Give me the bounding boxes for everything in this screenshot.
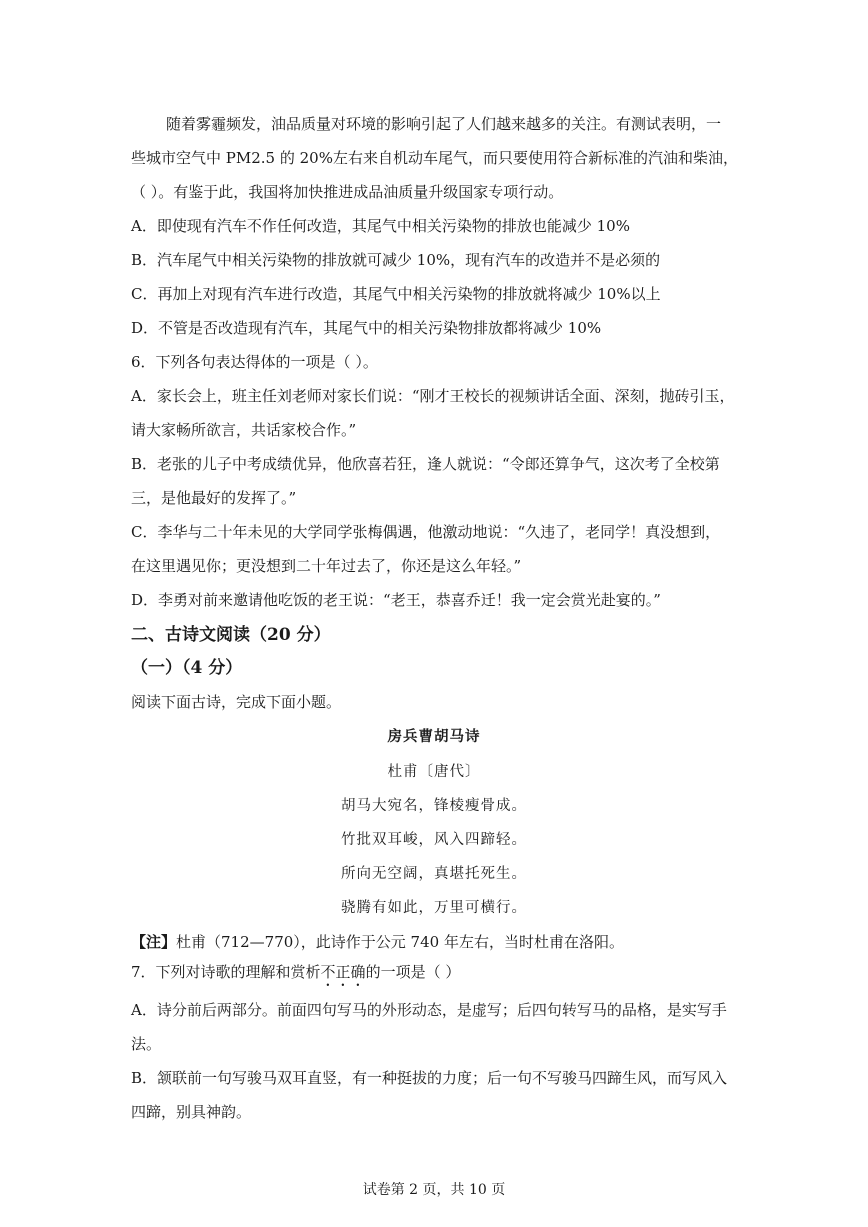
q7-option-b-line-1: B．颔联前一句写骏马双耳直竖，有一种挺拔的力度；后一句不写骏马四蹄生风，而写风入 xyxy=(131,1069,728,1087)
poem-line-4: 骁腾有如此，万里可横行。 xyxy=(341,900,527,916)
poem-author: 杜甫〔唐代〕 xyxy=(387,764,481,780)
q7-stem-emphasis: 不正确 xyxy=(320,963,366,981)
q5-option-c: C．再加上对现有汽车进行改造，其尾气中相关污染物的排放就将减少 10%以上 xyxy=(131,285,661,303)
q6-option-c-line-1: C．李华与二十年未见的大学同学张梅偶遇，他激动地说：“久违了，老同学！真没想到， xyxy=(131,523,721,541)
q6-option-d: D．李勇对前来邀请他吃饭的老王说：“老王，恭喜乔迁！我一定会赏光赴宴的。” xyxy=(131,591,661,609)
passage-line-3: （ ）。有鉴于此，我国将加快推进成品油质量升级国家专项行动。 xyxy=(131,183,564,201)
q5-option-b: B．汽车尾气中相关污染物的排放就可减少 10%，现有汽车的改造并不是必须的 xyxy=(131,251,661,269)
note-text: 杜甫（712—770），此诗作于公元 740 年左右，当时杜甫在洛阳。 xyxy=(176,933,624,951)
q7-option-a-line-2: 法。 xyxy=(131,1035,162,1053)
section-2-intro: 阅读下面古诗，完成下面小题。 xyxy=(131,693,342,711)
passage-line-2: 些城市空气中 PM2.5 的 20%左右来自机动车尾气，而只要使用符合新标准的汽油和柴油， xyxy=(131,149,738,167)
q7-option-a-line-1: A．诗分前后两部分。前面四句写马的外形动态，是虚写；后四句转写马的品格，是实写手 xyxy=(131,1001,727,1019)
q5-option-a: A．即使现有汽车不作任何改造，其尾气中相关污染物的排放也能减少 10% xyxy=(131,217,630,235)
q5-option-d: D．不管是否改造现有汽车，其尾气中的相关污染物排放都将减少 10% xyxy=(131,319,602,337)
q7-stem-end: 的一项是（ ） xyxy=(365,963,461,981)
q6-option-b-line-2: 三，是他最好的发挥了。” xyxy=(131,489,297,507)
page-footer: 试卷第 2 页，共 10 页 xyxy=(362,1182,506,1198)
q6-option-a-line-1: A．家长会上，班主任刘老师对家长们说：“刚才王校长的视频讲话全面、深刻，抛砖引玉， xyxy=(131,387,735,405)
poem-note xyxy=(131,932,624,952)
section-2-title: 二、古诗文阅读（20 分） xyxy=(131,625,331,645)
q6-option-a-line-2: 请大家畅所欲言，共话家校合作。” xyxy=(131,421,357,439)
note-tag: 【注】 xyxy=(131,933,177,951)
q6-option-c-line-2: 在这里遇见你；更没想到二十年过去了，你还是这么年轻。” xyxy=(131,557,522,575)
passage-line-1: 随着雾霾频发，油品质量对环境的影响引起了人们越来越多的关注。有测试表明，一 xyxy=(166,115,722,133)
poem-line-2: 竹批双耳峻，风入四蹄轻。 xyxy=(341,832,527,848)
q6-option-b-line-1: B．老张的儿子中考成绩优异，他欣喜若狂，逢人就说：“令郎还算争气，这次考了全校第 xyxy=(131,455,720,473)
poem-line-1: 胡马大宛名，锋棱瘦骨成。 xyxy=(341,798,527,814)
q7-option-b-line-2: 四蹄，别具神韵。 xyxy=(131,1103,252,1121)
q6-stem: 6．下列各句表达得体的一项是（ ）。 xyxy=(131,353,378,371)
poem-line-3: 所向无空阔，真堪托死生。 xyxy=(341,866,527,882)
poem-title: 房兵曹胡马诗 xyxy=(387,728,481,745)
q7-stem xyxy=(131,962,460,990)
section-2-subtitle: （一）（4 分） xyxy=(131,658,243,678)
q7-stem-start: 7．下列对诗歌的理解和赏析 xyxy=(131,963,321,981)
